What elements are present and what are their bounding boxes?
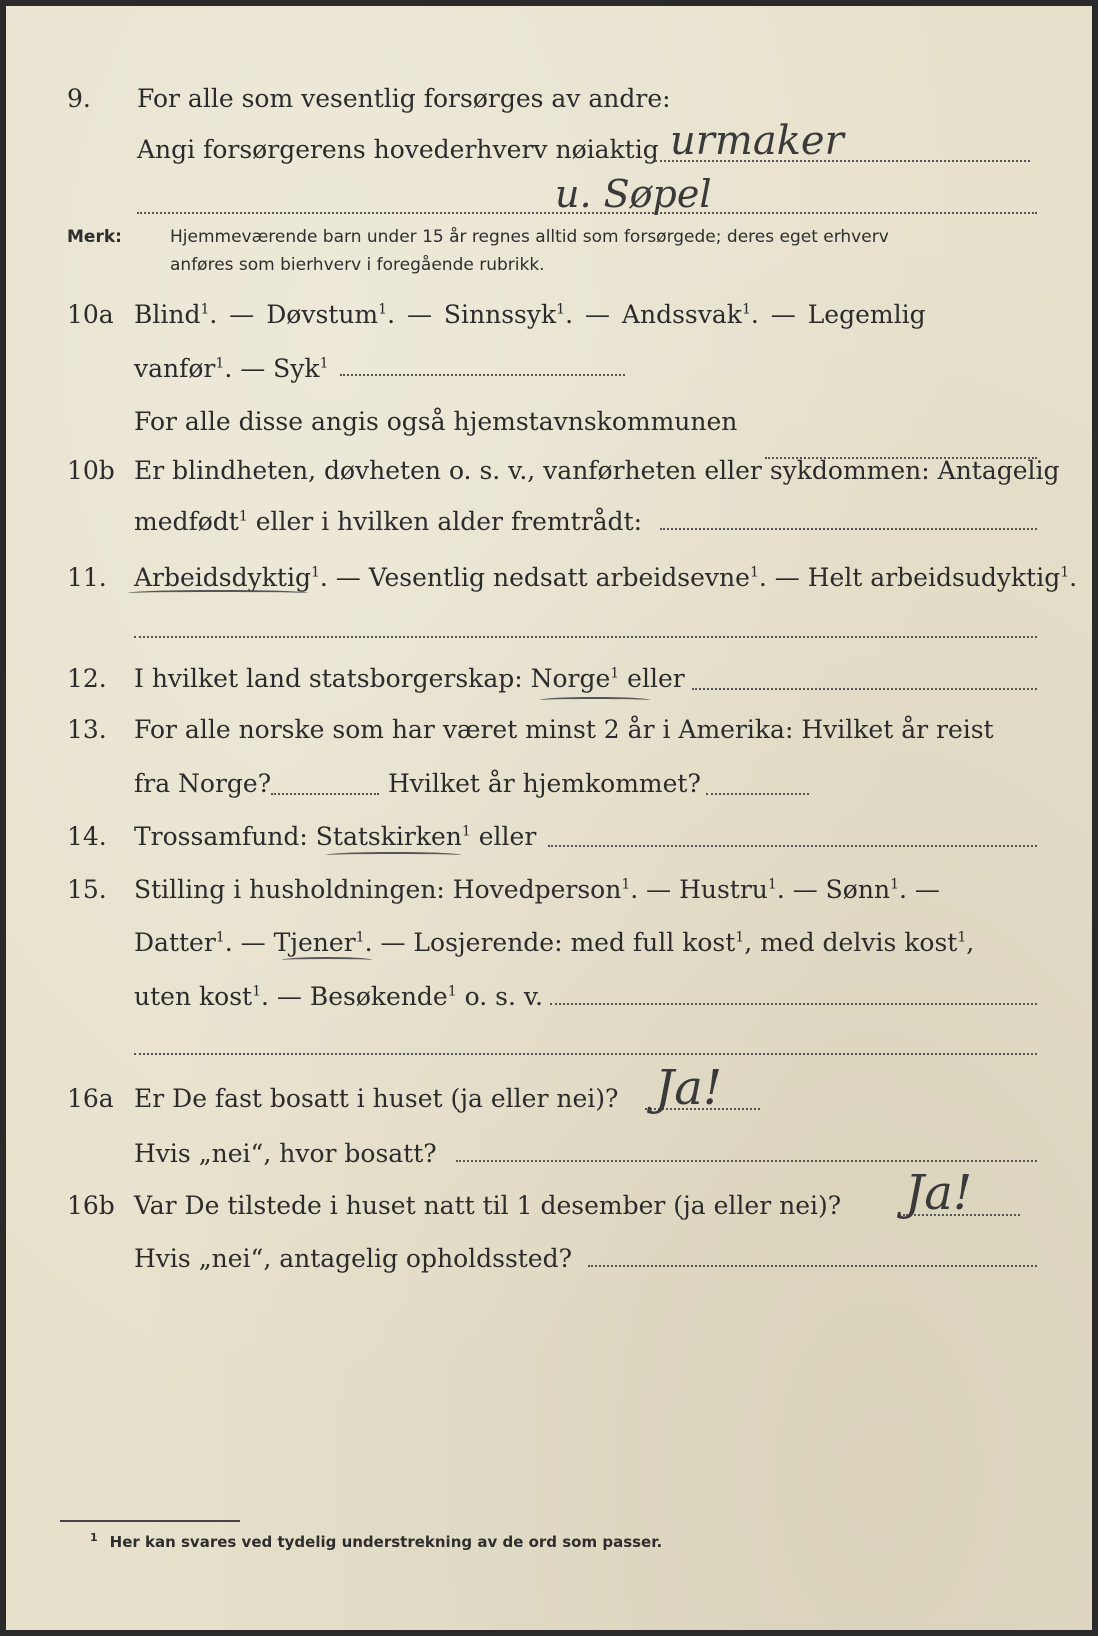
footnote: $^1$ Her kan svares ved tydelig understrekning av de ord som passer.	[90, 1531, 663, 1551]
q9-number: 9.	[67, 84, 91, 113]
q9-line2: Angi forsørgerens hovederhverv nøiaktig	[137, 135, 659, 164]
q15-answer-line1	[550, 1003, 1037, 1005]
merk-label: Merk:	[67, 227, 122, 247]
q15-answer-line2	[134, 1053, 1037, 1055]
q10b-answer-line	[660, 528, 1037, 530]
q15-underline-mark	[282, 957, 372, 963]
q14-line: Trossamfund: Statskirken$^1$ eller	[134, 822, 537, 851]
q12-answer-line	[692, 688, 1037, 690]
footnote-rule	[60, 1520, 240, 1522]
q9-line1: For alle som vesentlig forsørges av andre:	[137, 84, 671, 113]
q14-underline-mark	[326, 852, 461, 858]
q11-number: 11.	[67, 563, 107, 592]
q10b-line2: medfødt$^1$ eller i hvilken alder fremtrådt:	[134, 507, 643, 536]
q10a-line2: vanfør$^1$. — Syk$^1$	[134, 354, 329, 383]
q14-number: 14.	[67, 822, 107, 851]
q12-underline-mark	[540, 697, 650, 703]
q13-line2b: Hvilket år hjemkommet?	[388, 769, 701, 798]
q13-return-line	[706, 793, 809, 795]
q15-number: 15.	[67, 875, 107, 904]
q12-line: I hvilket land statsborgerskap: Norge$^1$ eller	[134, 664, 685, 693]
q16a-line2: Hvis „nei“, hvor bosatt?	[134, 1139, 437, 1168]
q13-line2a: fra Norge?	[134, 769, 272, 798]
q16b-handwritten-answer: Ja!	[905, 1165, 973, 1221]
q15-line2: Datter$^1$. — Tjener$^1$. — Losjerende: med full kost$^1$, med delvis kost$^1$,	[134, 928, 975, 957]
q16b-number: 16b	[67, 1191, 115, 1220]
q10a-line3: For alle disse angis også hjemstavnskommunen	[134, 407, 738, 436]
q10a-answer-line	[340, 374, 625, 376]
q9-handwritten-answer1: urmaker	[670, 118, 844, 164]
q10b-line1: Er blindheten, døvheten o. s. v., vanførheten eller sykdommen: Antagelig	[134, 456, 1060, 485]
q10a-line1: Blind$^1$. — Døvstum$^1$. — Sinnssyk$^1$. — Andssvak$^1$. — Legemlig	[134, 300, 926, 329]
q16a-number: 16a	[67, 1084, 114, 1113]
q11-underline-mark	[128, 590, 308, 596]
q10b-number: 10b	[67, 456, 115, 485]
q13-number: 13.	[67, 715, 107, 744]
q14-answer-line	[548, 845, 1037, 847]
q16a-handwritten-answer: Ja!	[655, 1060, 723, 1116]
q16a-residence-line	[456, 1160, 1037, 1162]
q15-line3: uten kost$^1$. — Besøkende$^1$ o. s. v.	[134, 982, 543, 1011]
q16b-line1: Var De tilstede i huset natt til 1 desember (ja eller nei)?	[134, 1191, 842, 1220]
q13-departure-line	[271, 793, 379, 795]
merk-line2: anføres som bierhverv i foregående rubrikk.	[170, 255, 545, 275]
q16a-line1: Er De fast bosatt i huset (ja eller nei)?	[134, 1084, 619, 1113]
q16b-line2: Hvis „nei“, antagelig opholdssted?	[134, 1244, 573, 1273]
q13-line1: For alle norske som har været minst 2 år i Amerika: Hvilket år reist	[134, 715, 994, 744]
q10a-number: 10a	[67, 300, 114, 329]
q15-line1: Stilling i husholdningen: Hovedperson$^1$. — Hustru$^1$. — Sønn$^1$. —	[134, 875, 940, 904]
q12-number: 12.	[67, 664, 107, 693]
q11-line: Arbeidsdyktig$^1$. — Vesentlig nedsatt arbeidsevne$^1$. — Helt arbeidsudyktig$^1$.	[134, 563, 1078, 592]
q11-answer-line	[134, 636, 1037, 638]
q16b-location-line	[588, 1265, 1037, 1267]
merk-line1: Hjemmeværende barn under 15 år regnes alltid som forsørgede; deres eget erhverv	[170, 227, 889, 247]
q9-handwritten-answer2: u. Søpel	[555, 172, 712, 216]
